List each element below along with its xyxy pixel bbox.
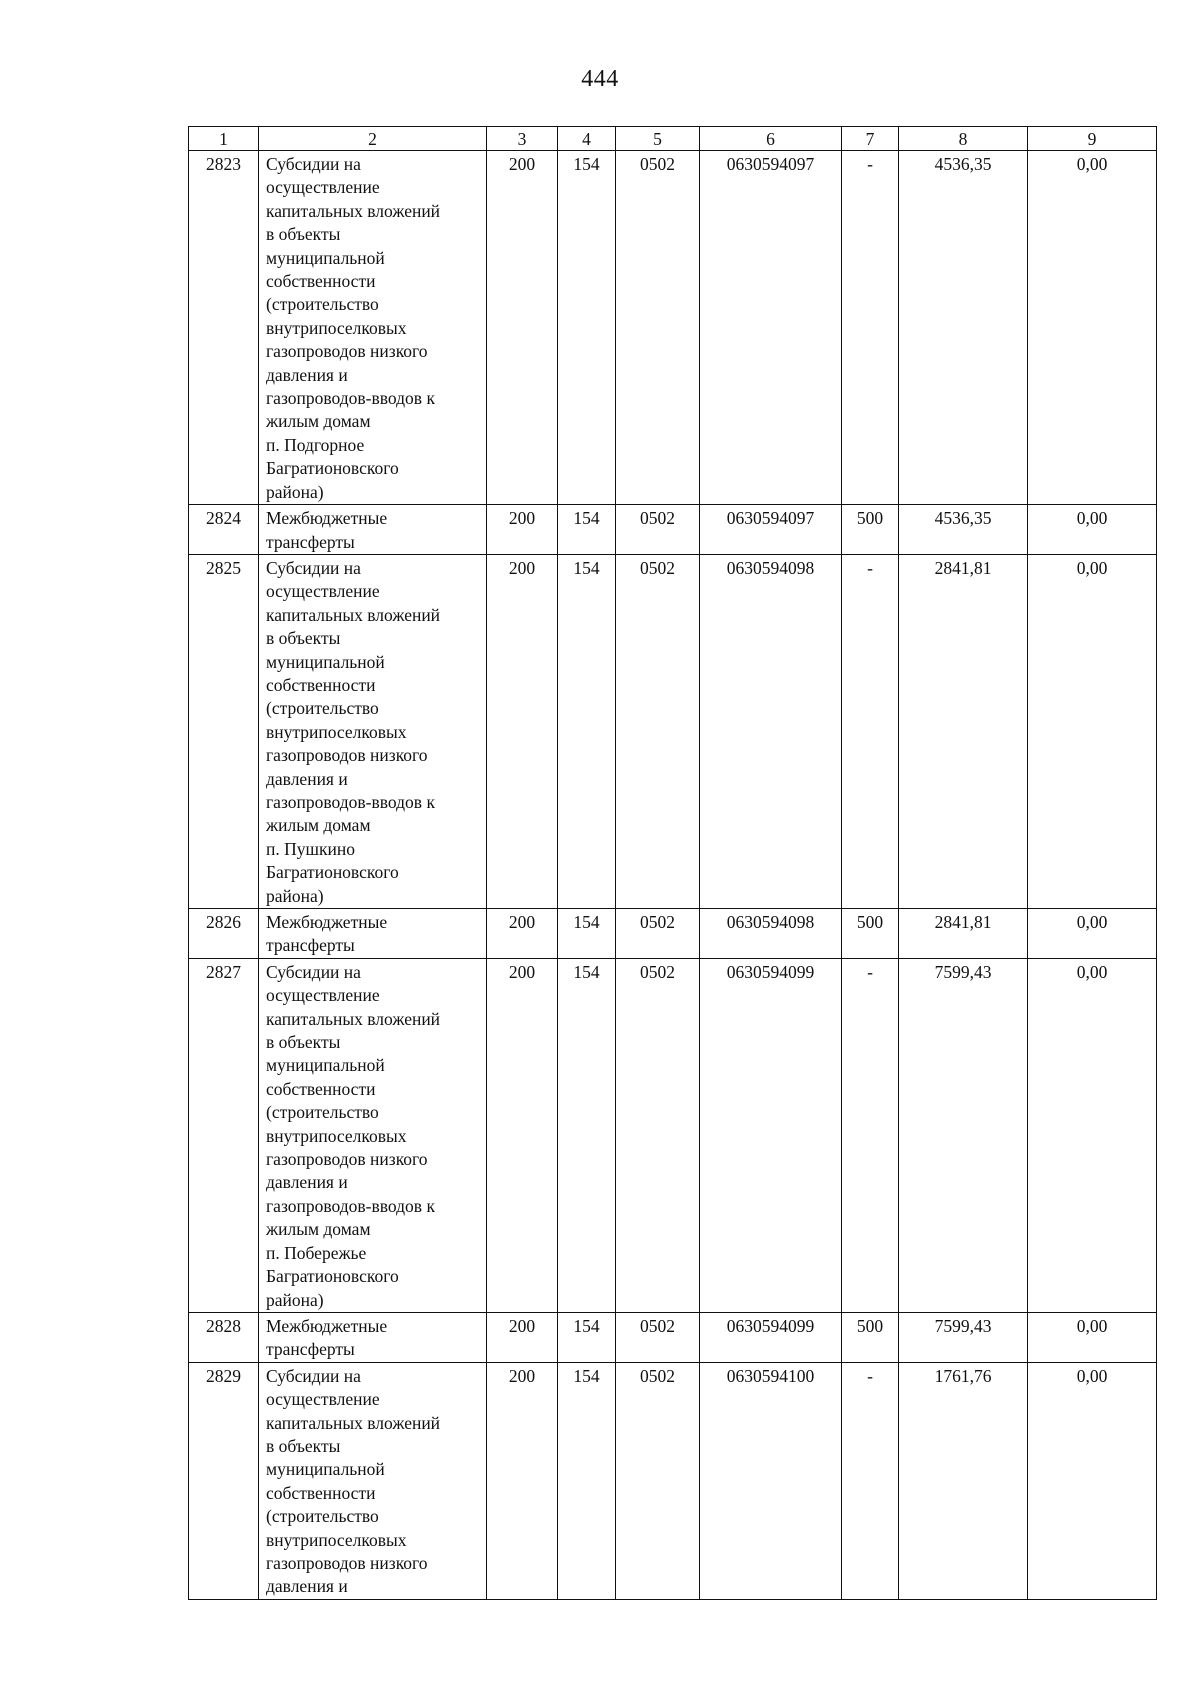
description-line: Багратионовского <box>266 862 399 883</box>
row-description <box>259 1312 487 1362</box>
row-col-4: 154 <box>558 505 616 555</box>
description-line: района) <box>266 885 324 906</box>
header-col-1: 1 <box>189 127 259 151</box>
row-col-9: 0,00 <box>1028 554 1157 908</box>
row-col-7: - <box>842 1362 899 1599</box>
description-line: муниципальной <box>266 1055 385 1076</box>
description-line: капитальных вложений <box>266 1008 441 1029</box>
row-number: 2829 <box>189 1362 259 1599</box>
row-col-3: 200 <box>487 909 558 959</box>
row-col-4: 154 <box>558 1362 616 1599</box>
row-col-9: 0,00 <box>1028 151 1157 505</box>
description-line: газопроводов-вводов к <box>266 1195 435 1216</box>
row-col-7: - <box>842 958 899 1312</box>
description-line: давления и <box>266 768 348 789</box>
row-col-8: 2841,81 <box>899 554 1028 908</box>
description-line: трансферты <box>266 935 355 956</box>
row-col-7: - <box>842 151 899 505</box>
row-number: 2824 <box>189 505 259 555</box>
description-line: Багратионовского <box>266 458 399 479</box>
description-line: давления и <box>266 1576 348 1597</box>
description-line: п. Подгорное <box>266 434 365 455</box>
row-col-6: 0630594097 <box>700 505 842 555</box>
row-col-3: 200 <box>487 1312 558 1362</box>
row-col-5: 0502 <box>616 554 700 908</box>
description-line: Субсидии на <box>266 961 361 982</box>
row-col-8: 4536,35 <box>899 151 1028 505</box>
row-description <box>259 958 487 1312</box>
row-col-4: 154 <box>558 1312 616 1362</box>
budget-table <box>188 126 1157 1600</box>
table-row <box>189 909 1157 959</box>
description-line: (строительство <box>266 1102 379 1123</box>
row-number: 2827 <box>189 958 259 1312</box>
description-line: капитальных вложений <box>266 604 441 625</box>
row-col-5: 0502 <box>616 1312 700 1362</box>
description-line: Субсидии на <box>266 557 361 578</box>
description-line: давления и <box>266 364 348 385</box>
row-col-9: 0,00 <box>1028 958 1157 1312</box>
row-col-4: 154 <box>558 554 616 908</box>
header-col-9: 9 <box>1028 127 1157 151</box>
description-line: Субсидии на <box>266 1365 361 1386</box>
description-line: (строительство <box>266 294 379 315</box>
description-line: трансферты <box>266 531 355 552</box>
row-col-8: 2841,81 <box>899 909 1028 959</box>
header-col-2: 2 <box>259 127 487 151</box>
description-line: собственности <box>266 271 376 292</box>
row-col-6: 0630594099 <box>700 1312 842 1362</box>
row-col-5: 0502 <box>616 151 700 505</box>
description-line: осуществление <box>266 985 380 1006</box>
header-col-8: 8 <box>899 127 1028 151</box>
row-number: 2823 <box>189 151 259 505</box>
description-line: муниципальной <box>266 651 385 672</box>
description-line: Субсидии на <box>266 154 361 174</box>
row-col-7: - <box>842 554 899 908</box>
description-line: в объекты <box>266 1435 341 1456</box>
row-col-6: 0630594098 <box>700 554 842 908</box>
header-col-6: 6 <box>700 127 842 151</box>
row-col-8: 1761,76 <box>899 1362 1028 1599</box>
description-line: внутрипоселковых <box>266 317 407 338</box>
row-col-7: 500 <box>842 1312 899 1362</box>
row-description <box>259 1362 487 1599</box>
description-line: газопроводов низкого <box>266 341 428 362</box>
description-line: внутрипоселковых <box>266 1529 407 1550</box>
description-line: осуществление <box>266 1389 380 1410</box>
description-line: газопроводов-вводов к <box>266 791 435 812</box>
description-line: Межбюджетные <box>266 508 388 529</box>
row-col-6: 0630594099 <box>700 958 842 1312</box>
description-line: в объекты <box>266 1032 341 1053</box>
description-line: жилым домам <box>266 411 371 432</box>
header-col-3: 3 <box>487 127 558 151</box>
description-line: капитальных вложений <box>266 200 441 221</box>
header-col-7: 7 <box>842 127 899 151</box>
row-description <box>259 909 487 959</box>
description-line: собственности <box>266 1482 376 1503</box>
row-col-4: 154 <box>558 958 616 1312</box>
description-line: п. Побережье <box>266 1242 367 1263</box>
row-col-8: 7599,43 <box>899 1312 1028 1362</box>
description-line: (строительство <box>266 698 379 719</box>
description-line: осуществление <box>266 581 380 602</box>
row-number: 2828 <box>189 1312 259 1362</box>
description-line: давления и <box>266 1172 348 1193</box>
row-col-9: 0,00 <box>1028 1362 1157 1599</box>
row-col-3: 200 <box>487 958 558 1312</box>
description-line: газопроводов низкого <box>266 1149 428 1170</box>
row-col-9: 0,00 <box>1028 505 1157 555</box>
row-number: 2825 <box>189 554 259 908</box>
description-line: муниципальной <box>266 1459 385 1480</box>
header-row <box>189 127 1157 151</box>
description-line: в объекты <box>266 628 341 649</box>
description-line: п. Пушкино <box>266 838 355 859</box>
description-line: Межбюджетные <box>266 1315 388 1336</box>
row-col-5: 0502 <box>616 909 700 959</box>
description-line: осуществление <box>266 177 380 198</box>
table-row <box>189 554 1157 908</box>
description-line: капитальных вложений <box>266 1412 441 1433</box>
row-description <box>259 554 487 908</box>
table-row <box>189 505 1157 555</box>
header-col-5: 5 <box>616 127 700 151</box>
description-line: жилым домам <box>266 1219 371 1240</box>
row-col-4: 154 <box>558 909 616 959</box>
row-col-5: 0502 <box>616 1362 700 1599</box>
description-line: собственности <box>266 1078 376 1099</box>
table-row <box>189 958 1157 1312</box>
description-line: (строительство <box>266 1506 379 1527</box>
description-line: Багратионовского <box>266 1266 399 1287</box>
row-col-8: 4536,35 <box>899 505 1028 555</box>
row-col-5: 0502 <box>616 958 700 1312</box>
row-description <box>259 505 487 555</box>
row-col-3: 200 <box>487 1362 558 1599</box>
row-col-3: 200 <box>487 554 558 908</box>
description-line: внутрипоселковых <box>266 721 407 742</box>
header-col-4: 4 <box>558 127 616 151</box>
row-col-6: 0630594100 <box>700 1362 842 1599</box>
row-col-4: 154 <box>558 151 616 505</box>
table-row <box>189 1362 1157 1599</box>
row-description <box>259 151 487 505</box>
row-col-8: 7599,43 <box>899 958 1028 1312</box>
description-line: газопроводов низкого <box>266 1552 428 1573</box>
description-line: внутрипоселковых <box>266 1125 407 1146</box>
row-col-3: 200 <box>487 151 558 505</box>
page-number: 444 <box>581 66 619 92</box>
description-line: в объекты <box>266 224 341 245</box>
row-col-9: 0,00 <box>1028 1312 1157 1362</box>
description-line: трансферты <box>266 1339 355 1360</box>
description-line: района) <box>266 481 324 502</box>
description-line: муниципальной <box>266 247 385 268</box>
row-col-3: 200 <box>487 505 558 555</box>
table-row <box>189 151 1157 505</box>
description-line: газопроводов низкого <box>266 745 428 766</box>
row-col-5: 0502 <box>616 505 700 555</box>
description-line: газопроводов-вводов к <box>266 388 435 409</box>
row-col-7: 500 <box>842 505 899 555</box>
row-col-6: 0630594098 <box>700 909 842 959</box>
table-body <box>189 151 1157 1600</box>
description-line: собственности <box>266 674 376 695</box>
row-col-7: 500 <box>842 909 899 959</box>
row-col-9: 0,00 <box>1028 909 1157 959</box>
table-row <box>189 1312 1157 1362</box>
row-col-6: 0630594097 <box>700 151 842 505</box>
description-line: жилым домам <box>266 815 371 836</box>
row-number: 2826 <box>189 909 259 959</box>
description-line: района) <box>266 1289 324 1310</box>
description-line: Межбюджетные <box>266 912 388 932</box>
